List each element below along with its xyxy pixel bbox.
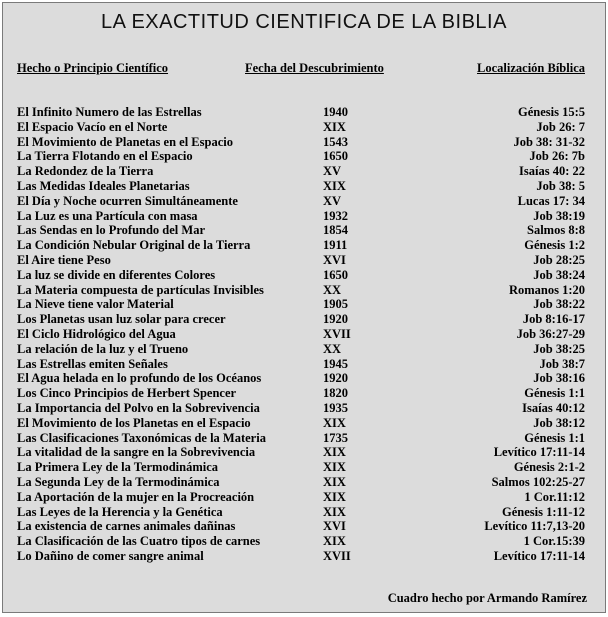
table-row [17, 357, 585, 372]
date-cell: XIX [323, 415, 346, 430]
date-cell: 1940 [323, 105, 348, 119]
table-row [17, 431, 585, 446]
table-row [17, 105, 585, 120]
reference-cell: Job 26: 7 [536, 119, 585, 134]
date-cell: 1945 [323, 356, 348, 371]
reference-cell: Job 8:16-17 [522, 312, 585, 327]
credit-line: Cuadro hecho por Armando Ramírez [387, 591, 587, 605]
table-row [17, 490, 585, 505]
reference-cell: Job 38:19 [533, 208, 585, 223]
reference-cell: Romanos 1:20 [508, 282, 585, 297]
date-cell: 1854 [323, 223, 348, 238]
date-cell: XIX [323, 474, 346, 489]
reference-cell: 1 Cor.15:39 [523, 534, 585, 549]
principle-cell: La Redondez de la Tierra [17, 164, 154, 179]
date-cell: 1735 [323, 430, 348, 445]
principle-cell: Las Estrellas emiten Señales [17, 356, 168, 371]
principle-cell: Los Cinco Principios de Herbert Spencer [17, 386, 237, 401]
principle-cell: El Infinito Numero de las Estrellas [17, 105, 202, 119]
reference-cell: Job 36:27-29 [516, 326, 585, 341]
date-cell: XIX [323, 178, 346, 193]
table-row [17, 194, 585, 209]
date-cell: XVII [323, 548, 351, 563]
date-cell: XIX [323, 460, 346, 475]
reference-cell: Levítico 17:11-14 [493, 445, 585, 460]
principle-cell: Lo Dañino de comer sangre animal [17, 548, 204, 563]
date-cell: 1543 [323, 134, 348, 149]
date-cell: 1650 [323, 149, 348, 164]
reference-cell: Génesis 1:2 [524, 238, 585, 253]
reference-cell: Salmos 8:8 [527, 223, 585, 238]
reference-cell: Job 26: 7b [529, 149, 585, 164]
table-row [17, 209, 585, 224]
reference-cell: Job 38:12 [533, 415, 585, 430]
table-row [17, 519, 585, 534]
table-row [17, 460, 585, 475]
principle-cell: La vitalidad de la sangre en la Sobrevivencia [17, 445, 256, 460]
principle-cell: La Aportación de la mujer en la Procreación [17, 489, 255, 504]
date-cell: 1932 [323, 208, 348, 223]
table-row [17, 475, 585, 490]
reference-cell: Génesis 1:1 [524, 430, 585, 445]
table-row [17, 342, 585, 357]
principle-cell: La Clasificación de las Cuatro tipos de carnes [17, 534, 261, 549]
reference-cell: Génesis 2:1-2 [513, 460, 585, 475]
date-cell: 1650 [323, 267, 348, 282]
date-cell: XV [323, 193, 342, 208]
principle-cell: La Primera Ley de la Termodinámica [17, 460, 219, 475]
date-cell: XIX [323, 534, 346, 549]
date-cell: XX [323, 282, 342, 297]
principle-cell: El Movimiento de Planetas en el Espacio [17, 134, 233, 149]
principle-cell: La Tierra Flotando en el Espacio [17, 149, 193, 164]
date-cell: 1935 [323, 400, 348, 415]
table-row [17, 135, 585, 150]
principle-cell: La luz se divide en diferentes Colores [17, 267, 216, 282]
principle-cell: La relación de la luz y el Trueno [17, 341, 189, 356]
principle-cell: El Agua helada en lo profundo de los Océanos [17, 371, 262, 386]
column-header-location: Localización Bíblica [477, 61, 585, 75]
table-body [17, 105, 585, 564]
table-row [17, 120, 585, 135]
date-cell: XIX [323, 504, 346, 519]
table-row [17, 534, 585, 549]
table-row [17, 149, 585, 164]
date-cell: XIX [323, 119, 346, 134]
table-row [17, 223, 585, 238]
table-row [17, 401, 585, 416]
date-cell: 1905 [323, 297, 348, 312]
reference-cell: Job 38:7 [539, 356, 585, 371]
date-cell: 1920 [323, 371, 348, 386]
date-cell: XIX [323, 489, 346, 504]
reference-cell: Job 38: 31-32 [513, 134, 585, 149]
principle-cell: La Condición Nebular Original de la Tierra [17, 238, 251, 253]
document-page [2, 2, 606, 613]
table-row [17, 283, 585, 298]
column-header-principle: Hecho o Principio Científico [17, 61, 169, 75]
table-row [17, 179, 585, 194]
reference-cell: Génesis 1:11-12 [502, 504, 585, 519]
table-row [17, 238, 585, 253]
principle-cell: La Importancia del Polvo en la Sobrevivencia [17, 400, 260, 415]
table-row [17, 312, 585, 327]
date-cell: XIX [323, 445, 346, 460]
date-cell: XX [323, 341, 342, 356]
reference-cell: Génesis 1:1 [524, 386, 585, 401]
column-header-date: Fecha del Descubrimiento [245, 61, 384, 75]
principle-cell: La Nieve tiene valor Material [17, 297, 174, 312]
table-row [17, 445, 585, 460]
reference-cell: Isaías 40:12 [522, 400, 585, 415]
reference-cell: Isaías 40: 22 [519, 164, 585, 179]
reference-cell: Levítico 11:7,13-20 [484, 519, 585, 534]
reference-cell: Job 28:25 [533, 252, 585, 267]
reference-cell: Salmos 102:25-27 [491, 474, 585, 489]
reference-cell: Génesis 15:5 [517, 105, 585, 119]
principle-cell: La existencia de carnes animales dañinas [17, 519, 236, 534]
date-cell: 1920 [323, 312, 348, 327]
principle-cell: Las Medidas Ideales Planetarias [17, 178, 190, 193]
table-row [17, 505, 585, 520]
principle-cell: El Ciclo Hidrológico del Agua [17, 326, 176, 341]
date-cell: XVII [323, 326, 351, 341]
table-row [17, 371, 585, 386]
date-cell: XVI [323, 252, 346, 267]
reference-cell: Job 38:16 [533, 371, 585, 386]
table-row [17, 549, 585, 564]
table-row [17, 297, 585, 312]
reference-cell: Job 38:25 [533, 341, 585, 356]
principle-cell: Las Leyes de la Herencia y la Genética [17, 504, 223, 519]
table-row [17, 253, 585, 268]
reference-cell: Lucas 17: 34 [517, 193, 585, 208]
principle-cell: Los Planetas usan luz solar para crecer [17, 312, 226, 327]
date-cell: XV [323, 164, 342, 179]
reference-cell: Levítico 17:11-14 [493, 548, 585, 563]
reference-cell: Job 38:22 [533, 297, 585, 312]
principle-cell: El Espacio Vacío en el Norte [17, 119, 168, 134]
principle-cell: El Día y Noche ocurren Simultáneamente [17, 193, 238, 208]
principle-cell: Las Clasificaciones Taxonómicas de la Materia [17, 430, 266, 445]
reference-cell: 1 Cor.11:12 [524, 489, 585, 504]
date-cell: 1820 [323, 386, 348, 401]
table-row [17, 268, 585, 283]
table-row [17, 386, 585, 401]
reference-cell: Job 38: 5 [536, 178, 585, 193]
principle-cell: La Materia compuesta de partículas Invisibles [17, 282, 264, 297]
reference-cell: Job 38:24 [533, 267, 585, 282]
principle-cell: Las Sendas en lo Profundo del Mar [17, 223, 205, 238]
table-row [17, 164, 585, 179]
principle-cell: La Segunda Ley de la Termodinámica [17, 474, 220, 489]
table-row [17, 327, 585, 342]
date-cell: 1911 [323, 238, 348, 253]
table-row [17, 416, 585, 431]
principle-cell: El Aire tiene Peso [17, 252, 111, 267]
page-title: LA EXACTITUD CIENTIFICA DE LA BIBLIA [101, 11, 507, 33]
date-cell: XVI [323, 519, 346, 534]
principle-cell: La Luz es una Partícula con masa [17, 208, 198, 223]
principle-cell: El Movimiento de los Planetas en el Espacio [17, 415, 251, 430]
